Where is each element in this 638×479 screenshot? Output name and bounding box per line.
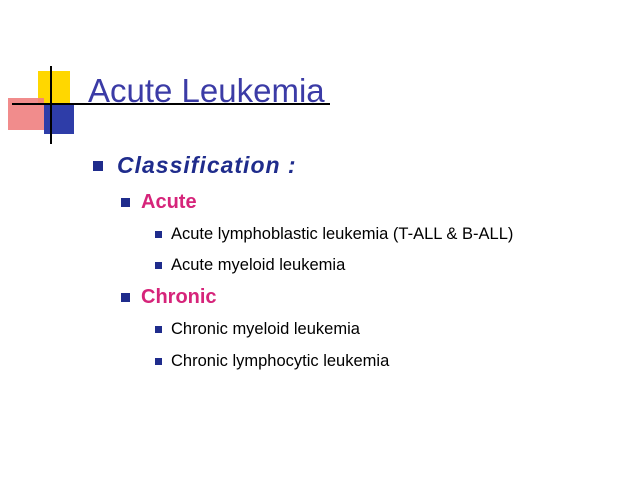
list-item-text: Chronic myeloid leukemia: [171, 320, 360, 338]
list-item: [155, 352, 389, 371]
blue-square: [44, 104, 74, 134]
list-item-text: Chronic lymphocytic leukemia: [171, 352, 390, 370]
square-bullet-icon: [155, 326, 162, 333]
decorative-logo: [0, 0, 100, 140]
list-item: [155, 225, 513, 244]
slide-title: Acute Leukemia: [88, 72, 325, 109]
group-label: Acute: [141, 191, 197, 213]
group-label: Chronic: [141, 286, 217, 308]
square-bullet-icon: [93, 161, 103, 171]
square-bullet-icon: [155, 231, 162, 238]
list-item-text: Acute lymphoblastic leukemia (T-ALL & B-ALL): [171, 225, 514, 243]
square-bullet-icon: [155, 358, 162, 365]
list-item: [155, 320, 360, 339]
group-acute: [121, 191, 197, 214]
vertical-rule: [50, 66, 52, 144]
list-item-text: Acute myeloid leukemia: [171, 256, 346, 274]
square-bullet-icon: [121, 293, 130, 302]
group-chronic: [121, 286, 217, 309]
heading-text: Classification :: [117, 152, 297, 178]
square-bullet-icon: [155, 262, 162, 269]
square-bullet-icon: [121, 198, 130, 207]
classification-heading: [93, 152, 297, 179]
list-item: [155, 256, 345, 275]
